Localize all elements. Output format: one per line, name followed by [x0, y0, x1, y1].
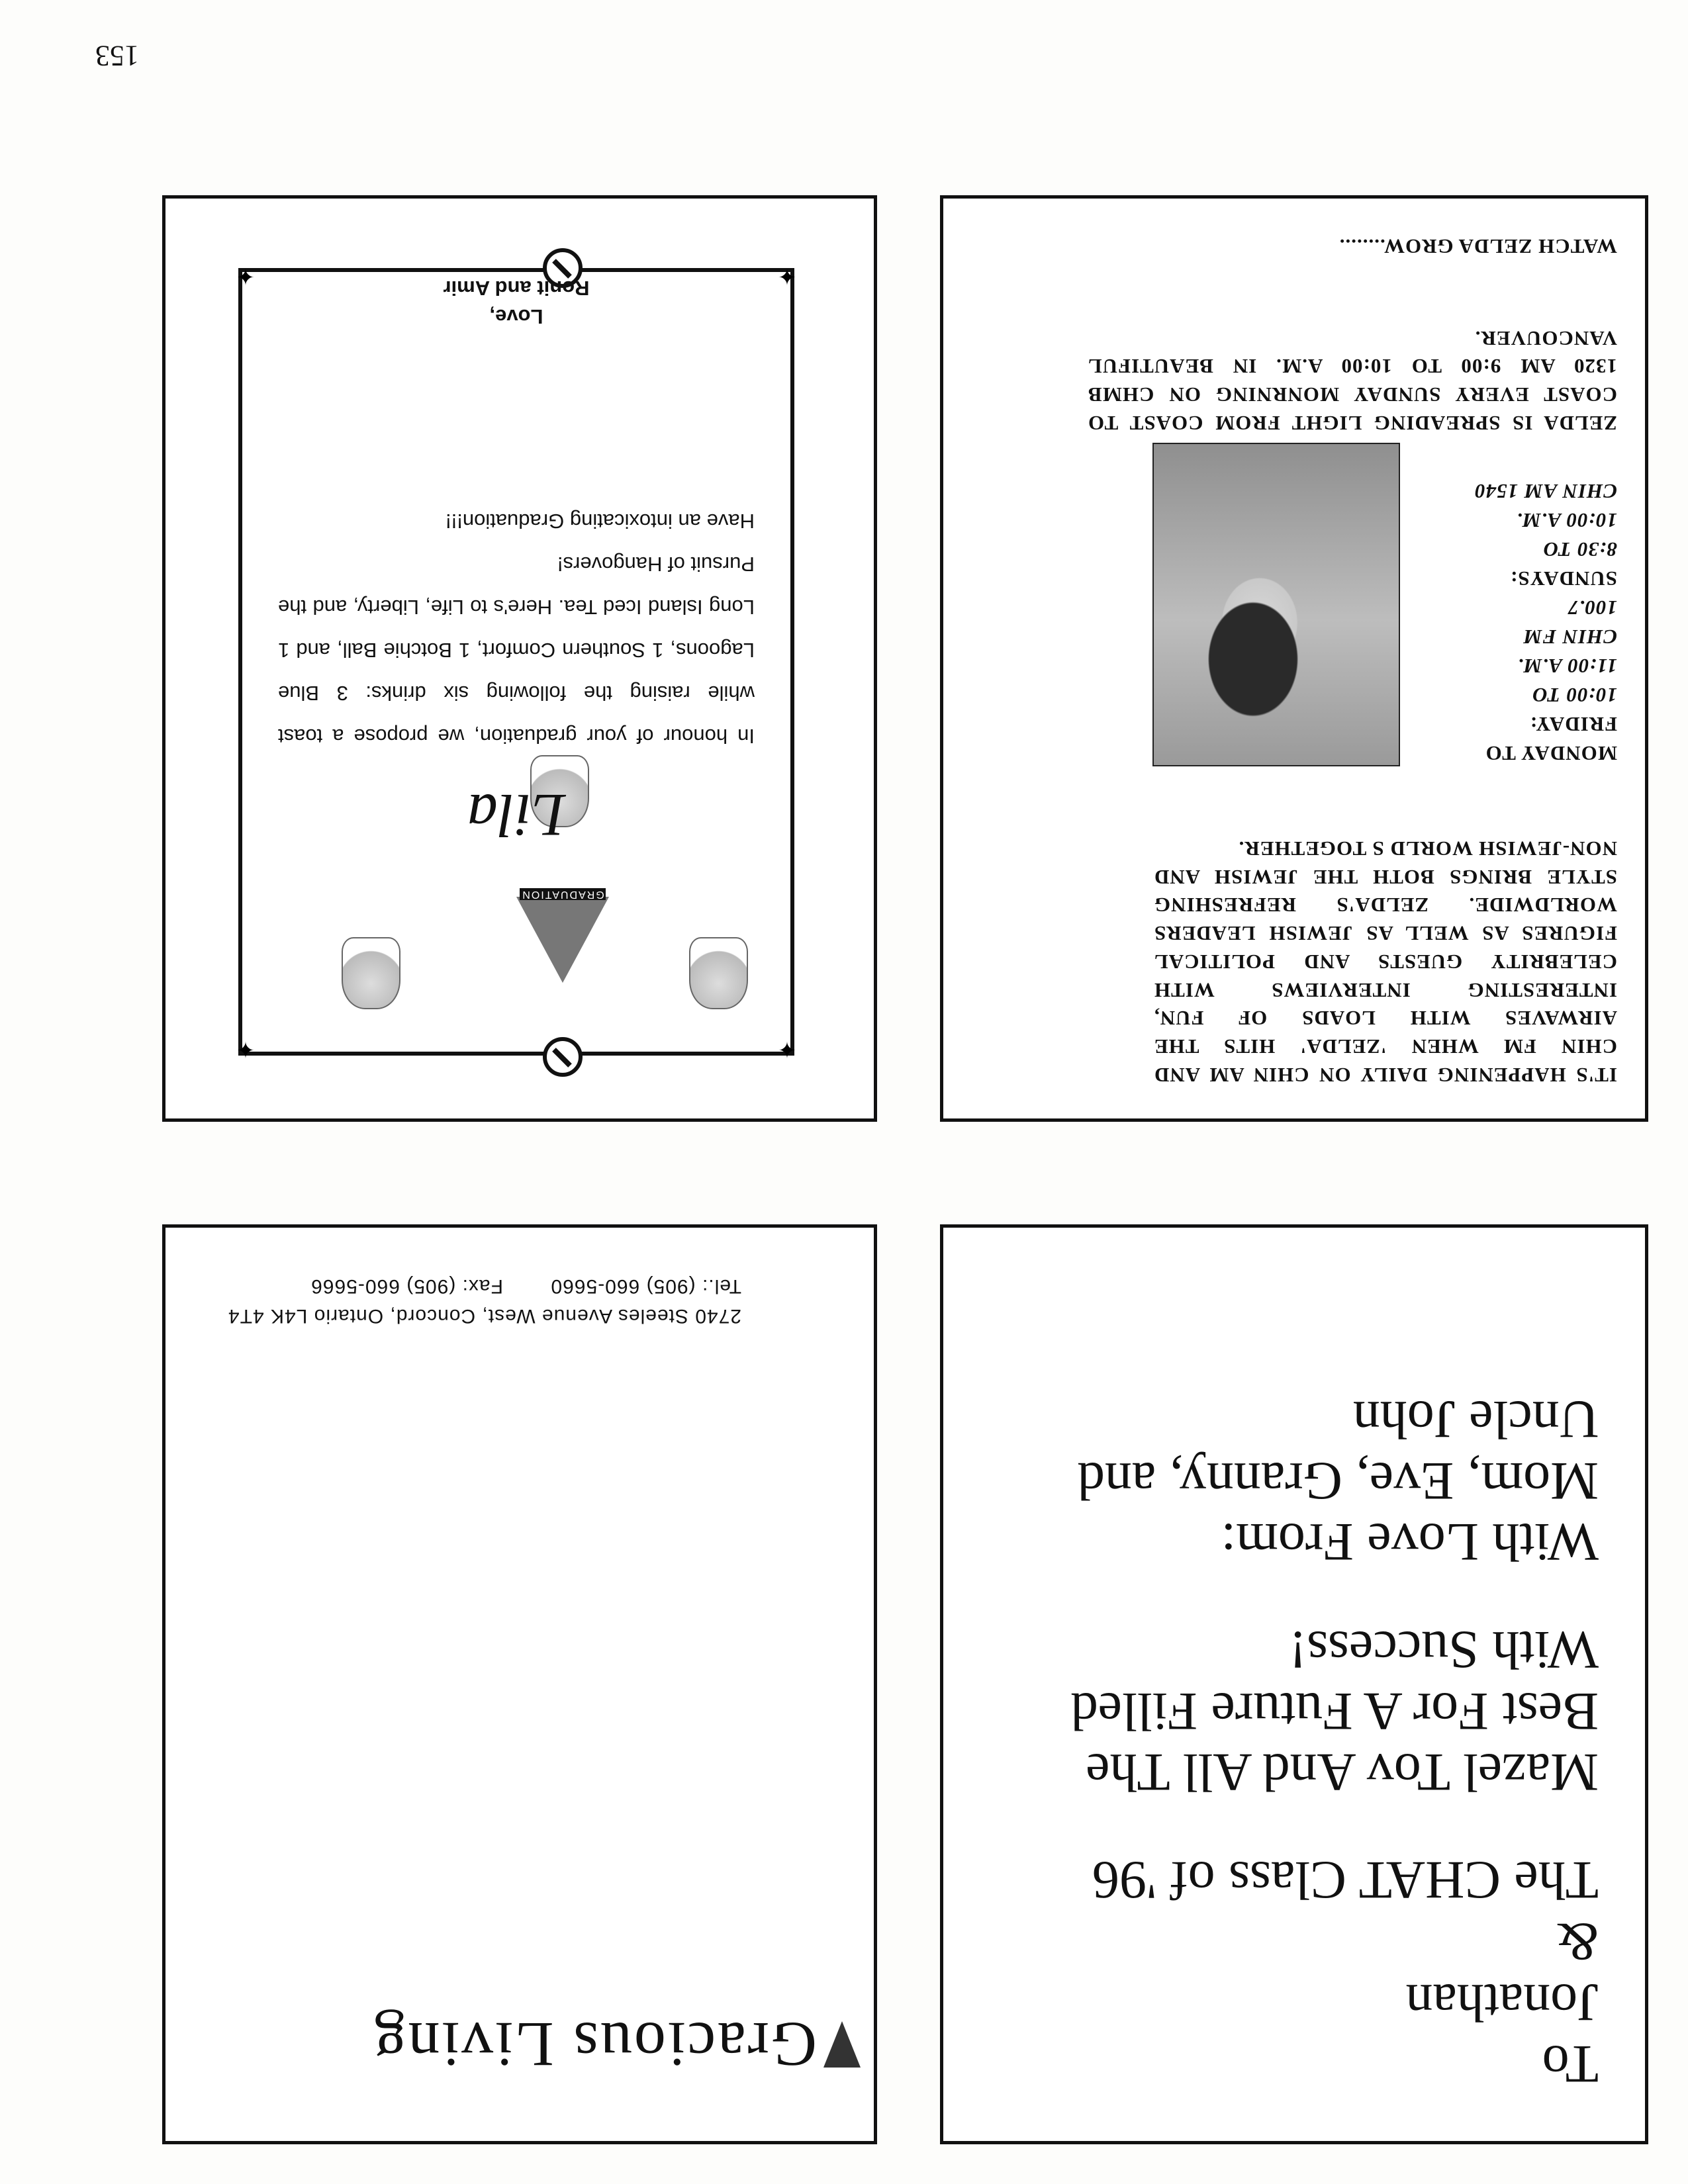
zelda-radio-ad [940, 195, 1648, 1122]
greeting-line: Mom, Eve, Granny, and [1077, 1451, 1599, 1512]
greeting-line: Uncle John [1352, 1390, 1599, 1451]
honoree-name: Lila [467, 782, 566, 849]
schedule-line: 100.7 [1568, 596, 1617, 619]
gracious-living-logo [372, 2008, 861, 2081]
portrait-photo-icon [1152, 443, 1400, 766]
gracious-living-ad [162, 1224, 877, 2144]
schedule-line: CHIN AM 1540 [1474, 479, 1617, 503]
toast-paragraph: Have an intoxicating Graduation!!! [445, 509, 755, 533]
greeting-line: Best For A Future Filled [1070, 1681, 1599, 1742]
triangle-logo-icon [823, 2022, 861, 2068]
schedule-line: SUNDAYS: [1510, 567, 1617, 590]
fax: Fax: (905) 660-5666 [310, 1275, 503, 1297]
greeting-line: Mazel Tov And All The [1086, 1743, 1599, 1803]
page-number: 153 [95, 40, 139, 72]
zelda-intro: IT'S HAPPENING DAILY ON CHIN AM AND CHIN FM WHEN 'ZELDA' HITS THE AIRWAVES WITH LOADS OF FUN, INTERESTING INTERVIEWS WITH CELEBRITY GUESTS AND POLITICAL FIGURES AS WELL AS JEWISH LEADERS WORLDWIDE. ZELDA'S REFRESHING STYLE BRINGS BOTH THE JEWISH AND NON-JEWISH WORLD S TOGETHER. [1154, 837, 1617, 1087]
corner-ornament-icon: ✦ [236, 263, 256, 288]
greeting-line: With Love From: [1221, 1512, 1599, 1573]
signature-line: Ronit and Amir [443, 276, 590, 300]
schedule-line: MONDAY TO [1485, 742, 1617, 765]
schedule-line: FRIDAY: [1529, 712, 1617, 736]
schedule-line: 8:30 TO [1542, 537, 1617, 561]
greeting-line: & [1556, 1911, 1599, 1972]
greeting-line: The CHAT Class of '96 [1092, 1850, 1599, 1911]
signature-line: Love, [489, 305, 543, 328]
address: 2740 Steeles Avenue West, Concord, Ontario L4K 4T4 [227, 1305, 741, 1327]
zelda-schedule [1405, 477, 1617, 768]
no-symbol-icon [543, 1037, 583, 1077]
corner-ornament-icon: ✦ [777, 1036, 797, 1061]
greeting-line: Jonathan [1405, 1973, 1599, 2034]
cupids-icon [689, 937, 748, 1009]
schedule-line: 11:00 A.M. [1517, 654, 1617, 678]
telephone: Tel.: (905) 660-5660 [550, 1275, 741, 1297]
corner-ornament-icon: ✦ [236, 1036, 256, 1061]
greeting-line: With Success! [1288, 1620, 1599, 1681]
greeting-message [983, 1388, 1599, 2095]
greeting-line: To [1542, 2034, 1599, 2095]
schedule-line: 10:00 A.M. [1516, 508, 1617, 532]
corner-ornament-icon: ✦ [777, 263, 797, 288]
toast-message [278, 499, 755, 758]
zelda-watch-line: WATCH ZELDA GROW........ [1338, 235, 1617, 258]
schedule-line: CHIN FM [1523, 625, 1617, 649]
lila-graduation-ad [162, 195, 877, 1122]
toast-paragraph: In honour of your graduation, we propose a toast while raising the following six drinks: 3 Blue Lagoons, 1 Southern Comfort, 1 Botchie Ball, and 1 Long Island Iced Tea. Here's to Life, Liberty, and the Pursuit of Hangovers! [278, 552, 755, 748]
graduation-cap-icon [516, 897, 609, 983]
graduation-label: GRADUATION [520, 888, 606, 900]
logo-text: Gracious Living [372, 2009, 817, 2080]
signature [159, 273, 874, 331]
schedule-line: 10:00 TO [1532, 683, 1617, 707]
cupids-icon [342, 937, 400, 1009]
family-greeting-ad [940, 1224, 1648, 2144]
zelda-coast-text: ZELDA IS SPREADING LIGHT FROM COAST TO COAST EVERY SUNDAY MONRNING ON CHMB 1320 AM 9:00 TO 10:00 A.M. IN BEAUTIFUL VANCOUVER. [1088, 326, 1617, 435]
